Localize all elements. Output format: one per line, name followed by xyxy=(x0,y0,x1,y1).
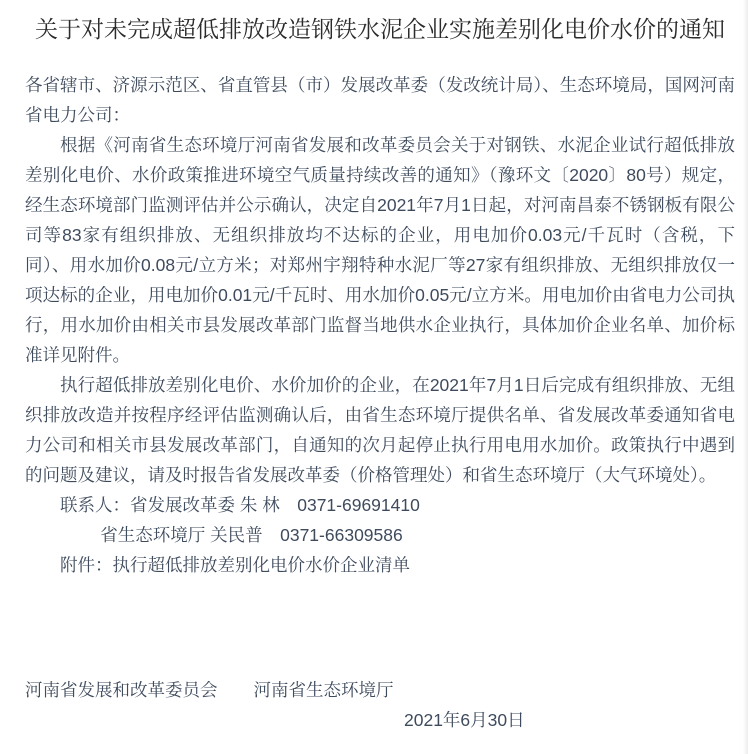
document-title: 关于对未完成超低排放改造钢铁水泥企业实施差别化电价水价的通知 xyxy=(35,16,725,42)
body-paragraph-2: 执行超低排放差别化电价、水价加价的企业，在2021年7月1日后完成有组织排放、无组织排放改造并按程序经评估监测确认后，由省生态环境厅提供名单、省发展改革委通知省电力公司和相关市县发展改革部门，自通知的次月起停止执行用电用水加价。政策执行中遇到的问题及建议，请及时报告省发展改革委（价格管理处）和省生态环境厅（大气环境处）。 xyxy=(25,375,735,485)
document-date: 2021年6月30日 xyxy=(404,710,525,730)
signature-org-development-commission: 河南省发展和改革委员会 xyxy=(25,680,218,700)
addressee-paragraph: 各省辖市、济源示范区、省直管县（市）发展改革委（发改统计局）、生态环境局，国网河南省电力公司： xyxy=(25,75,735,125)
body-paragraph-1: 根据《河南省生态环境厅河南省发展和改革委员会关于对钢铁、水泥企业试行超低排放差别化电价、水价政策推进环境空气质量持续改善的通知》（豫环文〔2020〕80号）规定，经生态环境部门监测评估并公示确认，决定自2021年7月1日起，对河南昌泰不锈钢板有限公司等83家有组织排放、无组织排放均不达标的企业，用电加价0.03元/千瓦时（含税，下同）、用水加价0.08元/立方米；对郑州宇翔特种水泥厂等27家有组织排放、无组织排放仅一项达标的企业，用电加价0.01元/千瓦时、用水加价0.05元/立方米。用电加价由省电力公司执行，用水加价由相关市县发展改革部门监督当地供水企业执行，具体加价企业名单、加价标准详见附件。 xyxy=(25,135,735,365)
contact-line-development-commission: 联系人：省发展改革委 朱 林 0371-69691410 xyxy=(60,495,420,515)
contact-line-ecology-department: 省生态环境厅 关民普 0371-66309586 xyxy=(100,525,403,545)
document-body xyxy=(25,70,735,735)
attachment-line: 附件：执行超低排放差别化电价水价企业清单 xyxy=(60,555,410,575)
signature-row xyxy=(25,675,735,705)
signature-org-ecology-department: 河南省生态环境厅 xyxy=(253,680,394,700)
